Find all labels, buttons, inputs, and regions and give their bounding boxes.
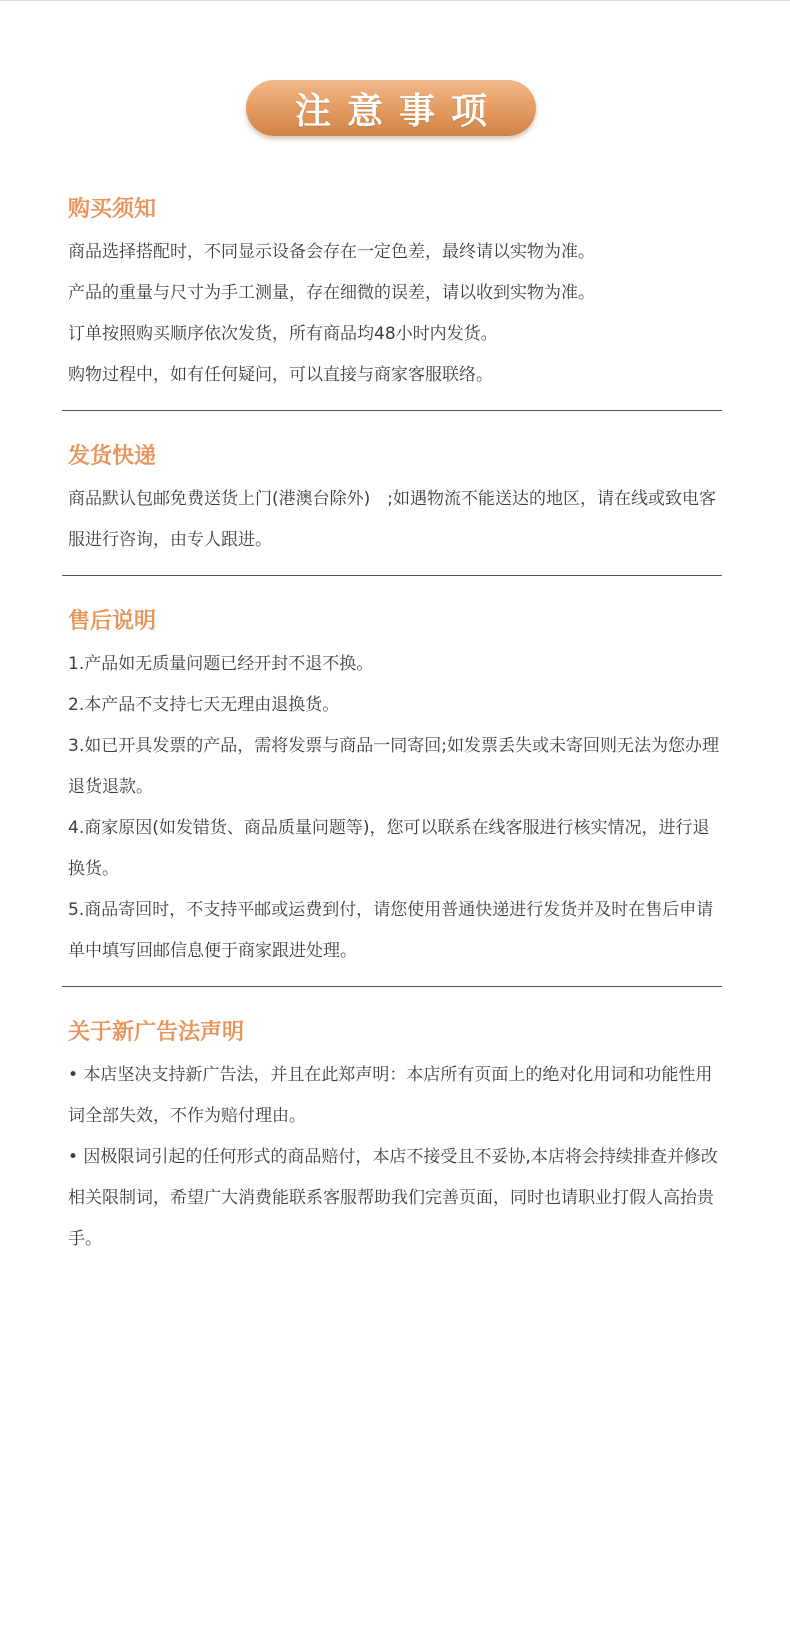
page-title: 注意事项 [294,90,503,132]
list-item: 2.本产品不支持七天无理由退换货。 [68,695,340,715]
section-divider [62,986,722,987]
section-divider [62,410,722,411]
section-title: 购买须知 [68,197,157,222]
section-purchase-notice [62,190,722,396]
list-item: 产品的重量与尺寸为手工测量，存在细微的误差，请以收到实物为准。 [68,283,595,303]
section-after-sales [62,602,722,972]
list-item: 购物过程中，如有任何疑问，可以直接与商家客服联络。 [68,365,493,385]
list-item: 5.商品寄回时，不支持平邮或运费到付，请您使用普通快递进行发货并及时在售后申请单中填写回邮信息便于商家跟进处理。 [68,900,714,961]
section-shipping [62,437,722,561]
list-item: 4.商家原因(如发错货、商品质量问题等)，您可以联系在线客服进行核实情况，进行退换货。 [68,818,710,879]
section-title: 关于新广告法声明 [68,1020,245,1045]
list-item: • 因极限词引起的任何形式的商品赔付，本店不接受且不妥协,本店将会持续排查并修改相关限制词，希望广大消费能联系客服帮助我们完善页面，同时也请职业打假人高抬贵手。 [68,1147,718,1249]
notice-title-banner [246,80,536,136]
notice-content [62,190,722,1260]
section-title: 发货快递 [68,444,157,469]
list-item: 1.产品如无质量问题已经开封不退不换。 [68,654,374,674]
list-item: 商品默认包邮免费送货上门(港澳台除外) ;如遇物流不能送达的地区，请在线或致电客服进行咨询，由专人跟进。 [68,489,716,550]
section-title: 售后说明 [68,609,157,634]
section-ad-law-statement [62,1013,722,1260]
list-item: • 本店坚决支持新广告法，并且在此郑声明：本店所有页面上的绝对化用词和功能性用词全部失效，不作为赔付理由。 [68,1065,713,1126]
list-item: 3.如已开具发票的产品，需将发票与商品一同寄回;如发票丢失或未寄回则无法为您办理退货退款。 [68,736,719,797]
section-divider [62,575,722,576]
top-border [0,0,790,1]
list-item: 商品选择搭配时，不同显示设备会存在一定色差，最终请以实物为准。 [68,242,595,262]
list-item: 订单按照购买顺序依次发货，所有商品均48小时内发货。 [68,324,498,344]
